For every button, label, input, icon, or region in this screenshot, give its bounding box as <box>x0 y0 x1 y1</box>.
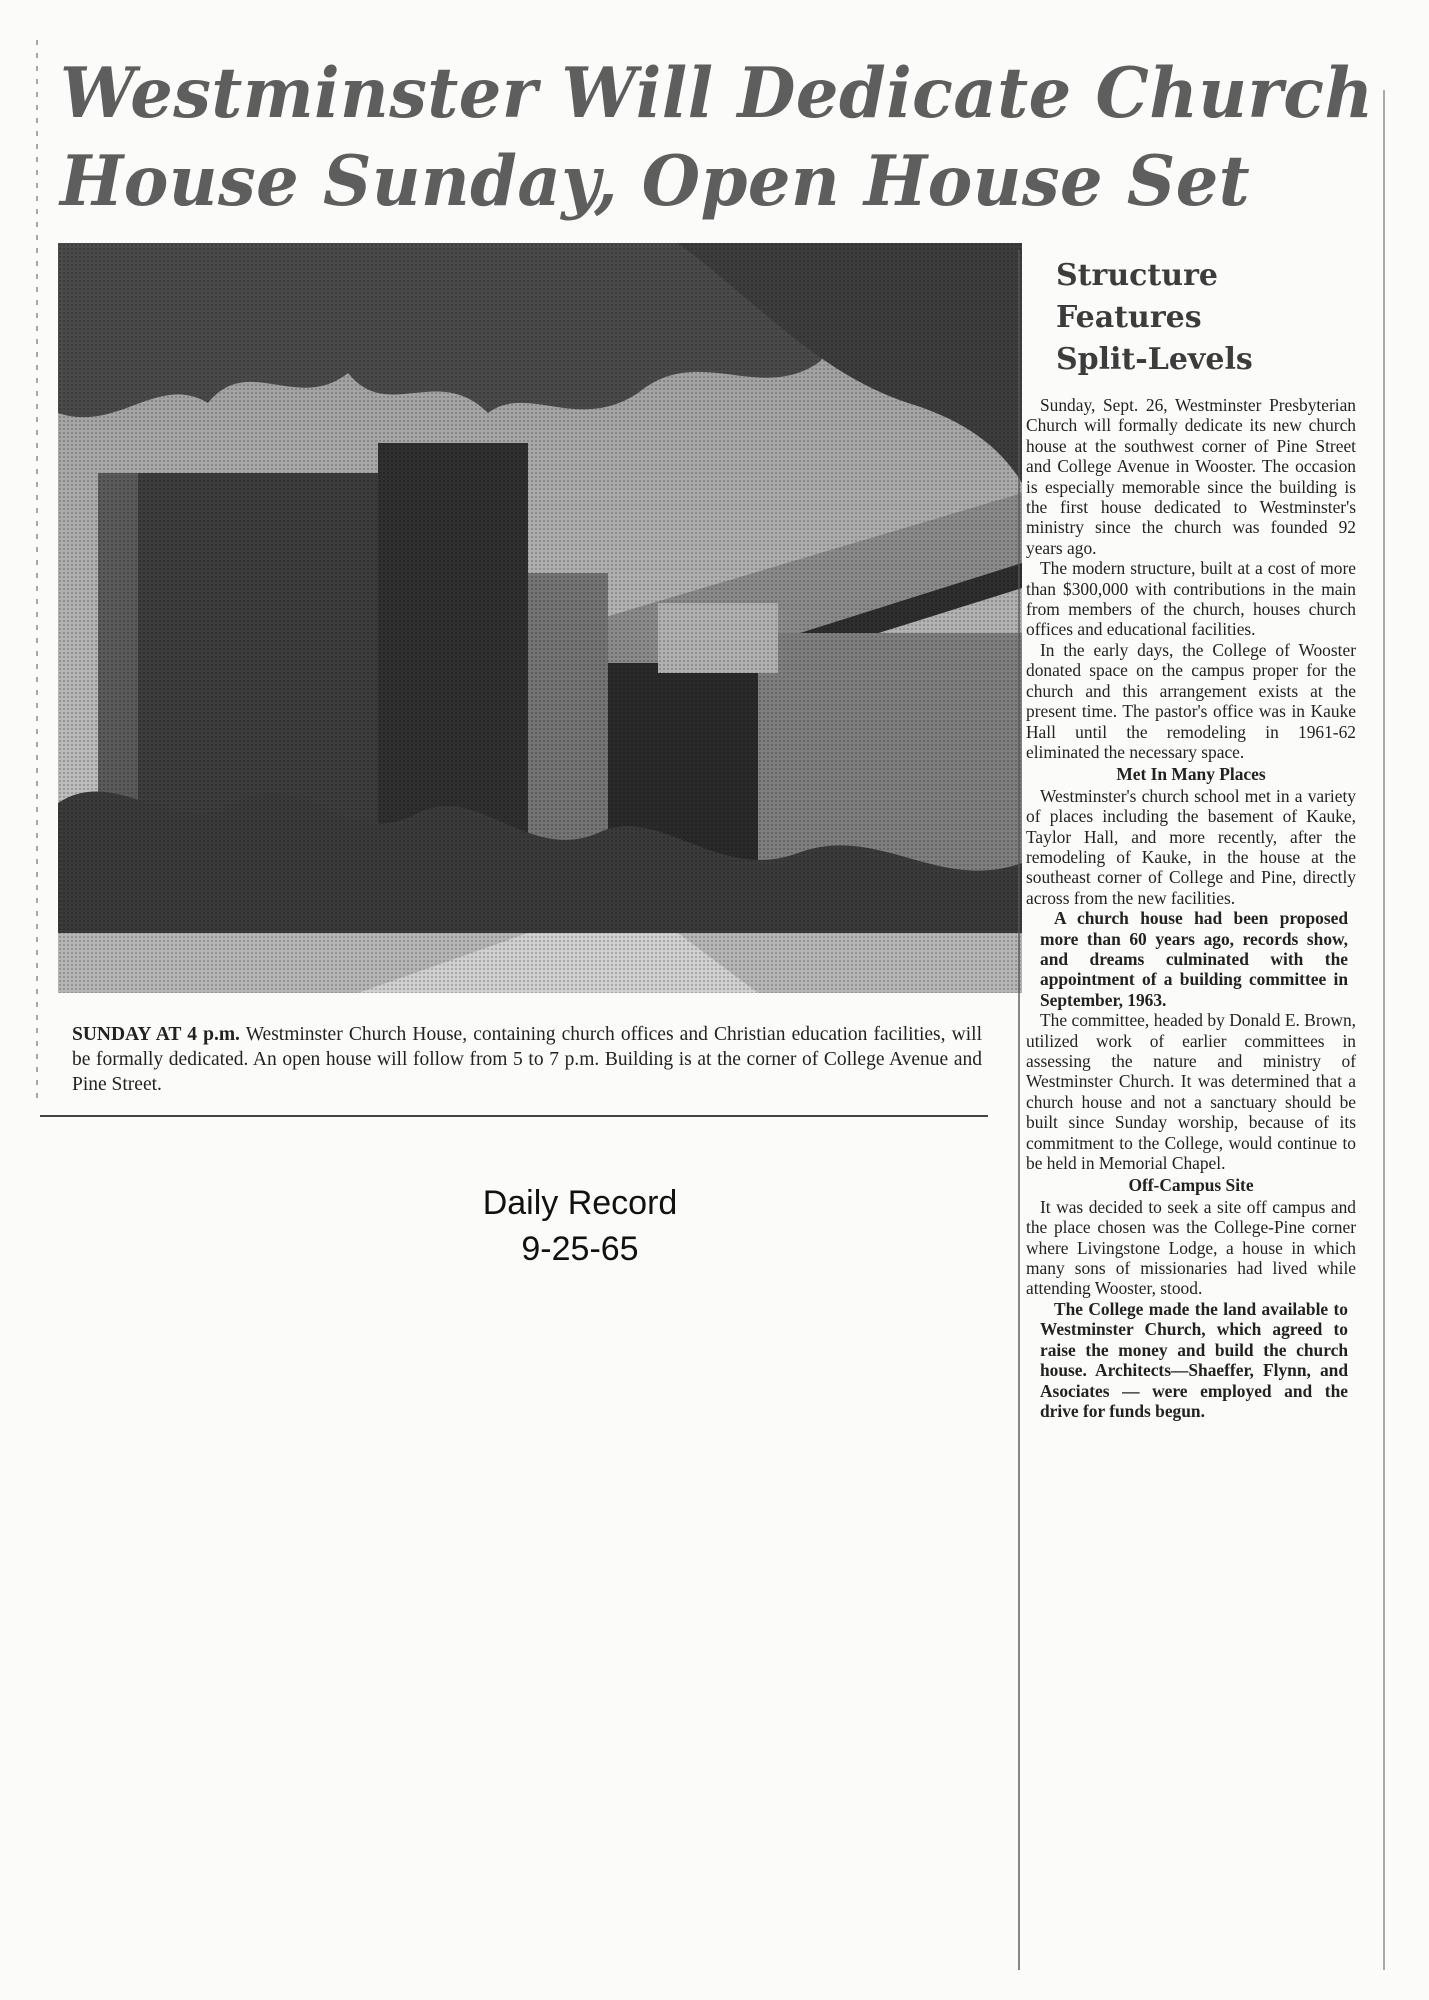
church-house-photo <box>58 243 1022 993</box>
building-photo-icon <box>58 243 1022 993</box>
caption-rule <box>40 1115 988 1117</box>
article-paragraph-8: The College made the land available to Westminster Church, which agreed to raise the money and build the church house. Architects—Shaeffer, Flynn, and Asociates — were employed and the drive for funds begun. <box>1040 1298 1348 1421</box>
photo-caption <box>72 1022 982 1097</box>
headline-line-2: House Sunday, Open House Set <box>60 141 1251 222</box>
subhead-line-2: Features <box>1056 300 1202 335</box>
article-subhead <box>1056 255 1356 381</box>
article-paragraph-2: The modern structure, built at a cost of more than $300,000 with contributions in the main from members of the church, houses church offices and educational facilities. <box>1026 558 1356 640</box>
section-heading-2: Off-Campus Site <box>1128 1175 1254 1196</box>
source-date: 9-25-65 <box>521 1230 639 1268</box>
caption-text: Westminster Church House, containing church offices and Christian education facilities, will be formally dedicated. An open house will follow from 5 to 7 p.m. Building is at the corner of College Avenue and Pine Street. <box>72 1024 982 1095</box>
article-paragraph-5: A church house had been proposed more than 60 years ago, records show, and dreams culminated with the appointment of a building committee in September, 1963. <box>1040 908 1348 1010</box>
section-heading-1: Met In Many Places <box>1116 764 1266 785</box>
article-paragraph-6: The committee, headed by Donald E. Brown, utilized work of earlier committees in assessing the nature and ministry of Westminster Church. It was determined that a church house and not a sanctuary should be built since Sunday worship, because of its commitment to the College, would continue to be held in Memorial Chapel. <box>1026 1010 1356 1174</box>
source-stamp <box>380 1180 780 1272</box>
subhead-line-1: Structure <box>1056 258 1218 293</box>
scan-edge-left <box>36 40 38 1100</box>
article-paragraph-4: Westminster's church school met in a variety of places including the basement of Kauke, Taylor Hall, and more recently, after the remodeling of Kauke, in the house at the southeast corner of College and Pine, directly across from the new facilities. <box>1026 785 1356 908</box>
scan-edge-right <box>1383 90 1385 1970</box>
column-rule <box>1018 250 1020 1970</box>
source-name: Daily Record <box>482 1184 678 1222</box>
article-paragraph-7: It was decided to seek a site off campus and the place chosen was the College-Pine corner where Livingstone Lodge, a house in which many sons of missionaries had lived while attending Wooster, stood. <box>1026 1196 1356 1299</box>
caption-lead: SUNDAY AT 4 p.m. <box>72 1024 240 1045</box>
headline <box>60 50 1374 226</box>
article-paragraph-3: In the early days, the College of Wooster donated space on the campus proper for the church and this arrangement exists at the present time. The pastor's office was in Kauke Hall until the remodeling in 1961-62 eliminated the necessary space. <box>1026 639 1356 762</box>
article-paragraph-1: Sunday, Sept. 26, Westminster Presbyterian Church will formally dedicate its new church house at the southwest corner of Pine Street and College Avenue in Wooster. The occasion is especially memorable since the building is the first house dedicated to Westminster's ministry since the church was founded 92 years ago. <box>1026 395 1356 558</box>
subhead-line-3: Split-Levels <box>1056 342 1253 377</box>
article-column <box>1026 255 1356 1421</box>
headline-line-1: Westminster Will Dedicate Church <box>60 53 1374 134</box>
